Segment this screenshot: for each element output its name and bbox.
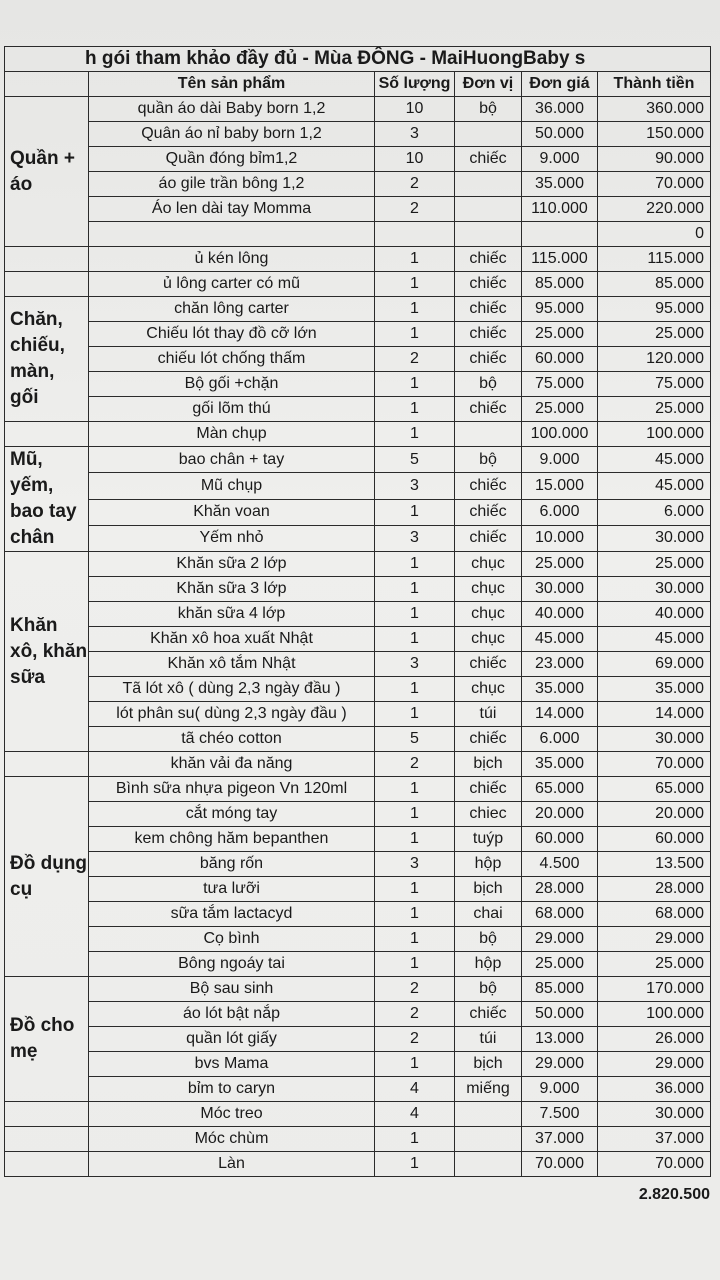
product-name-cell: kem chông hăm bepanthen xyxy=(89,827,375,852)
product-name-cell: gối lõm thú xyxy=(89,397,375,422)
quantity-cell: 1 xyxy=(375,927,455,952)
unit-price-cell: 7.500 xyxy=(522,1102,598,1127)
table-row xyxy=(5,827,711,852)
quantity-cell: 3 xyxy=(375,122,455,147)
table-row xyxy=(5,1052,711,1077)
line-total-cell: 70.000 xyxy=(598,1152,711,1177)
line-total-cell: 69.000 xyxy=(598,652,711,677)
product-name-cell: Yếm nhỏ xyxy=(89,525,375,551)
quantity-cell: 3 xyxy=(375,525,455,551)
unit-cell xyxy=(455,422,522,447)
line-total-cell: 25.000 xyxy=(598,322,711,347)
quantity-cell: 1 xyxy=(375,952,455,977)
unit-price-cell xyxy=(522,222,598,247)
category-cell: Quần + áo xyxy=(5,97,89,247)
quantity-cell: 1 xyxy=(375,627,455,652)
table-row xyxy=(5,977,711,1002)
category-cell: Đồ dụng cụ xyxy=(5,777,89,977)
header-name: Tên sản phẩm xyxy=(89,72,375,97)
unit-cell: chiếc xyxy=(455,727,522,752)
table-row xyxy=(5,702,711,727)
product-name-cell: Móc treo xyxy=(89,1102,375,1127)
product-name-cell: Khăn sữa 2 lớp xyxy=(89,552,375,577)
unit-cell: chiếc xyxy=(455,297,522,322)
quantity-cell: 2 xyxy=(375,197,455,222)
table-row xyxy=(5,499,711,525)
line-total-cell: 170.000 xyxy=(598,977,711,1002)
quantity-cell: 1 xyxy=(375,397,455,422)
unit-cell: bộ xyxy=(455,372,522,397)
product-name-cell: Bình sữa nhựa pigeon Vn 120ml xyxy=(89,777,375,802)
quantity-cell: 3 xyxy=(375,852,455,877)
line-total-cell: 360.000 xyxy=(598,97,711,122)
table-row xyxy=(5,347,711,372)
unit-cell: chiếc xyxy=(455,347,522,372)
product-name-cell: ủ lông carter có mũ xyxy=(89,272,375,297)
line-total-cell: 75.000 xyxy=(598,372,711,397)
quantity-cell: 1 xyxy=(375,297,455,322)
unit-price-cell: 9.000 xyxy=(522,1077,598,1102)
line-total-cell: 14.000 xyxy=(598,702,711,727)
unit-cell: bộ xyxy=(455,97,522,122)
header-unit: Đơn vị xyxy=(455,72,522,97)
quantity-cell: 1 xyxy=(375,1152,455,1177)
table-row xyxy=(5,247,711,272)
unit-cell: miếng xyxy=(455,1077,522,1102)
unit-cell: chục xyxy=(455,627,522,652)
category-cell: Đồ cho mẹ xyxy=(5,977,89,1102)
quantity-cell xyxy=(375,222,455,247)
line-total-cell: 70.000 xyxy=(598,752,711,777)
table-row xyxy=(5,525,711,551)
document-title: h gói tham khảo đầy đủ - Mùa ĐÔNG - MaiHuongBaby s xyxy=(5,47,711,72)
product-name-cell: chăn lông carter xyxy=(89,297,375,322)
price-list-table xyxy=(4,46,711,1177)
category-cell: Mũ, yếm, bao tay chân xyxy=(5,447,89,552)
quantity-cell: 2 xyxy=(375,1027,455,1052)
product-name-cell: tã chéo cotton xyxy=(89,727,375,752)
table-row xyxy=(5,1027,711,1052)
table-row xyxy=(5,272,711,297)
quantity-cell: 10 xyxy=(375,97,455,122)
quantity-cell: 1 xyxy=(375,902,455,927)
table-row xyxy=(5,422,711,447)
quantity-cell: 2 xyxy=(375,172,455,197)
product-name-cell: quần lót giấy xyxy=(89,1027,375,1052)
table-row xyxy=(5,727,711,752)
line-total-cell: 90.000 xyxy=(598,147,711,172)
line-total-cell: 25.000 xyxy=(598,952,711,977)
product-name-cell: Khăn xô tắm Nhật xyxy=(89,652,375,677)
table-row xyxy=(5,147,711,172)
unit-price-cell: 60.000 xyxy=(522,347,598,372)
quantity-cell: 2 xyxy=(375,752,455,777)
quantity-cell: 1 xyxy=(375,1052,455,1077)
unit-cell: túi xyxy=(455,702,522,727)
line-total-cell: 95.000 xyxy=(598,297,711,322)
line-total-cell: 30.000 xyxy=(598,525,711,551)
quantity-cell: 1 xyxy=(375,827,455,852)
product-name-cell: Cọ bình xyxy=(89,927,375,952)
line-total-cell: 45.000 xyxy=(598,627,711,652)
line-total-cell: 36.000 xyxy=(598,1077,711,1102)
quantity-cell: 2 xyxy=(375,1002,455,1027)
unit-cell: chiếc xyxy=(455,272,522,297)
product-name-cell: Áo len dài tay Momma xyxy=(89,197,375,222)
unit-price-cell: 23.000 xyxy=(522,652,598,677)
table-row xyxy=(5,1102,711,1127)
product-name-cell: lót phân su( dùng 2,3 ngày đầu ) xyxy=(89,702,375,727)
unit-price-cell: 6.000 xyxy=(522,727,598,752)
line-total-cell: 85.000 xyxy=(598,272,711,297)
unit-price-cell: 29.000 xyxy=(522,1052,598,1077)
line-total-cell: 35.000 xyxy=(598,677,711,702)
unit-cell xyxy=(455,1102,522,1127)
category-cell xyxy=(5,1102,89,1127)
unit-cell: tuýp xyxy=(455,827,522,852)
quantity-cell: 10 xyxy=(375,147,455,172)
line-total-cell: 30.000 xyxy=(598,1102,711,1127)
category-cell: Khăn xô, khăn sữa xyxy=(5,552,89,752)
line-total-cell: 26.000 xyxy=(598,1027,711,1052)
unit-cell: chiếc xyxy=(455,652,522,677)
unit-price-cell: 25.000 xyxy=(522,552,598,577)
unit-cell: chiếc xyxy=(455,525,522,551)
product-name-cell: băng rốn xyxy=(89,852,375,877)
unit-price-cell: 14.000 xyxy=(522,702,598,727)
line-total-cell: 100.000 xyxy=(598,1002,711,1027)
product-name-cell: Màn chụp xyxy=(89,422,375,447)
unit-price-cell: 100.000 xyxy=(522,422,598,447)
unit-cell xyxy=(455,222,522,247)
category-cell xyxy=(5,752,89,777)
unit-cell: bộ xyxy=(455,927,522,952)
quantity-cell: 3 xyxy=(375,473,455,499)
unit-cell: bịch xyxy=(455,877,522,902)
header-row xyxy=(5,72,711,97)
quantity-cell: 1 xyxy=(375,777,455,802)
line-total-cell: 29.000 xyxy=(598,1052,711,1077)
unit-price-cell: 15.000 xyxy=(522,473,598,499)
table-row xyxy=(5,473,711,499)
table-row xyxy=(5,122,711,147)
table-row xyxy=(5,97,711,122)
unit-cell: chục xyxy=(455,577,522,602)
unit-cell: chiếc xyxy=(455,397,522,422)
table-row xyxy=(5,877,711,902)
unit-price-cell: 110.000 xyxy=(522,197,598,222)
unit-price-cell: 28.000 xyxy=(522,877,598,902)
quantity-cell: 1 xyxy=(375,272,455,297)
quantity-cell: 1 xyxy=(375,877,455,902)
unit-price-cell: 60.000 xyxy=(522,827,598,852)
product-name-cell: khăn sữa 4 lớp xyxy=(89,602,375,627)
category-cell xyxy=(5,1127,89,1152)
grand-total: 2.820.500 xyxy=(638,1186,710,1203)
product-name-cell: áo lót bật nắp xyxy=(89,1002,375,1027)
unit-cell: túi xyxy=(455,1027,522,1052)
category-cell xyxy=(5,272,89,297)
unit-price-cell: 37.000 xyxy=(522,1127,598,1152)
table-row xyxy=(5,577,711,602)
unit-cell: chiếc xyxy=(455,247,522,272)
quantity-cell: 1 xyxy=(375,602,455,627)
category-cell: Chăn, chiếu, màn, gối xyxy=(5,297,89,422)
product-name-cell: quần áo dài Baby born 1,2 xyxy=(89,97,375,122)
unit-price-cell: 25.000 xyxy=(522,397,598,422)
line-total-cell: 0 xyxy=(598,222,711,247)
unit-price-cell: 36.000 xyxy=(522,97,598,122)
quantity-cell: 2 xyxy=(375,977,455,1002)
table-row xyxy=(5,952,711,977)
unit-price-cell: 25.000 xyxy=(522,952,598,977)
unit-cell: chiec xyxy=(455,802,522,827)
product-name-cell: khăn vải đa năng xyxy=(89,752,375,777)
unit-cell xyxy=(455,122,522,147)
product-name-cell: tưa lưỡi xyxy=(89,877,375,902)
quantity-cell: 3 xyxy=(375,652,455,677)
product-name-cell: bvs Mama xyxy=(89,1052,375,1077)
unit-cell: chục xyxy=(455,552,522,577)
table-row xyxy=(5,1002,711,1027)
header-price: Đơn giá xyxy=(522,72,598,97)
unit-cell: chục xyxy=(455,602,522,627)
table-row xyxy=(5,372,711,397)
unit-price-cell: 4.500 xyxy=(522,852,598,877)
product-name-cell: Quân áo nỉ baby born 1,2 xyxy=(89,122,375,147)
unit-price-cell: 30.000 xyxy=(522,577,598,602)
unit-price-cell: 68.000 xyxy=(522,902,598,927)
unit-price-cell: 95.000 xyxy=(522,297,598,322)
unit-price-cell: 65.000 xyxy=(522,777,598,802)
line-total-cell: 37.000 xyxy=(598,1127,711,1152)
unit-price-cell: 35.000 xyxy=(522,752,598,777)
unit-cell: chục xyxy=(455,677,522,702)
line-total-cell: 120.000 xyxy=(598,347,711,372)
unit-price-cell: 50.000 xyxy=(522,1002,598,1027)
line-total-cell: 150.000 xyxy=(598,122,711,147)
header-category xyxy=(5,72,89,97)
line-total-cell: 30.000 xyxy=(598,577,711,602)
unit-price-cell: 35.000 xyxy=(522,172,598,197)
product-name-cell: Bông ngoáy tai xyxy=(89,952,375,977)
product-name-cell: bỉm to caryn xyxy=(89,1077,375,1102)
line-total-cell: 28.000 xyxy=(598,877,711,902)
unit-cell xyxy=(455,197,522,222)
quantity-cell: 1 xyxy=(375,702,455,727)
quantity-cell: 2 xyxy=(375,347,455,372)
unit-price-cell: 25.000 xyxy=(522,322,598,347)
unit-cell: bịch xyxy=(455,752,522,777)
product-name-cell: Mũ chụp xyxy=(89,473,375,499)
product-name-cell: Móc chùm xyxy=(89,1127,375,1152)
table-row xyxy=(5,222,711,247)
product-name-cell: chiếu lót chống thấm xyxy=(89,347,375,372)
table-row xyxy=(5,447,711,473)
product-name-cell: Bộ gối +chặn xyxy=(89,372,375,397)
quantity-cell: 1 xyxy=(375,372,455,397)
quantity-cell: 4 xyxy=(375,1077,455,1102)
table-row xyxy=(5,322,711,347)
unit-cell: bộ xyxy=(455,977,522,1002)
unit-cell: chiếc xyxy=(455,147,522,172)
category-cell xyxy=(5,1152,89,1177)
unit-price-cell: 9.000 xyxy=(522,447,598,473)
quantity-cell: 1 xyxy=(375,552,455,577)
quantity-cell: 5 xyxy=(375,447,455,473)
product-name-cell: sữa tắm lactacyd xyxy=(89,902,375,927)
product-name-cell: Khăn sữa 3 lớp xyxy=(89,577,375,602)
quantity-cell: 5 xyxy=(375,727,455,752)
unit-price-cell: 40.000 xyxy=(522,602,598,627)
unit-cell: chiếc xyxy=(455,322,522,347)
table-row xyxy=(5,677,711,702)
line-total-cell: 65.000 xyxy=(598,777,711,802)
quantity-cell: 1 xyxy=(375,577,455,602)
unit-price-cell: 115.000 xyxy=(522,247,598,272)
unit-price-cell: 35.000 xyxy=(522,677,598,702)
unit-cell: chiếc xyxy=(455,777,522,802)
product-name-cell: Tã lót xô ( dùng 2,3 ngày đầu ) xyxy=(89,677,375,702)
quantity-cell: 1 xyxy=(375,322,455,347)
unit-price-cell: 10.000 xyxy=(522,525,598,551)
quantity-cell: 4 xyxy=(375,1102,455,1127)
header-qty: Số lượng xyxy=(375,72,455,97)
product-name-cell: Khăn xô hoa xuất Nhật xyxy=(89,627,375,652)
product-name-cell: Làn xyxy=(89,1152,375,1177)
table-row xyxy=(5,777,711,802)
line-total-cell: 115.000 xyxy=(598,247,711,272)
table-row xyxy=(5,627,711,652)
table-row xyxy=(5,852,711,877)
table-row xyxy=(5,1077,711,1102)
unit-cell: hộp xyxy=(455,952,522,977)
product-name-cell: ủ kén lông xyxy=(89,247,375,272)
table-row xyxy=(5,927,711,952)
table-row xyxy=(5,552,711,577)
unit-price-cell: 45.000 xyxy=(522,627,598,652)
header-total: Thành tiền xyxy=(598,72,711,97)
unit-cell: hộp xyxy=(455,852,522,877)
unit-price-cell: 85.000 xyxy=(522,977,598,1002)
quantity-cell: 1 xyxy=(375,422,455,447)
table-row xyxy=(5,602,711,627)
product-name-cell: Chiếu lót thay đồ cỡ lớn xyxy=(89,322,375,347)
unit-price-cell: 50.000 xyxy=(522,122,598,147)
line-total-cell: 25.000 xyxy=(598,552,711,577)
product-name-cell xyxy=(89,222,375,247)
table-row xyxy=(5,752,711,777)
table-row xyxy=(5,1152,711,1177)
table-row xyxy=(5,902,711,927)
line-total-cell: 30.000 xyxy=(598,727,711,752)
unit-price-cell: 13.000 xyxy=(522,1027,598,1052)
unit-cell: bịch xyxy=(455,1052,522,1077)
unit-cell: bộ xyxy=(455,447,522,473)
line-total-cell: 6.000 xyxy=(598,499,711,525)
category-cell xyxy=(5,422,89,447)
unit-cell xyxy=(455,1152,522,1177)
table-row xyxy=(5,1127,711,1152)
quantity-cell: 1 xyxy=(375,802,455,827)
line-total-cell: 60.000 xyxy=(598,827,711,852)
line-total-cell: 70.000 xyxy=(598,172,711,197)
unit-cell xyxy=(455,1127,522,1152)
unit-price-cell: 20.000 xyxy=(522,802,598,827)
product-name-cell: bao chân + tay xyxy=(89,447,375,473)
quantity-cell: 1 xyxy=(375,499,455,525)
unit-cell: chiếc xyxy=(455,473,522,499)
unit-cell xyxy=(455,172,522,197)
line-total-cell: 220.000 xyxy=(598,197,711,222)
table-row xyxy=(5,172,711,197)
unit-cell: chiếc xyxy=(455,499,522,525)
quantity-cell: 1 xyxy=(375,677,455,702)
table-row xyxy=(5,397,711,422)
line-total-cell: 45.000 xyxy=(598,447,711,473)
unit-price-cell: 85.000 xyxy=(522,272,598,297)
product-name-cell: áo gile trần bông 1,2 xyxy=(89,172,375,197)
unit-price-cell: 75.000 xyxy=(522,372,598,397)
line-total-cell: 29.000 xyxy=(598,927,711,952)
unit-price-cell: 29.000 xyxy=(522,927,598,952)
table-row xyxy=(5,297,711,322)
table-row xyxy=(5,197,711,222)
unit-price-cell: 9.000 xyxy=(522,147,598,172)
quantity-cell: 1 xyxy=(375,247,455,272)
line-total-cell: 45.000 xyxy=(598,473,711,499)
unit-price-cell: 70.000 xyxy=(522,1152,598,1177)
product-name-cell: Quần đóng bỉm1,2 xyxy=(89,147,375,172)
line-total-cell: 20.000 xyxy=(598,802,711,827)
unit-price-cell: 6.000 xyxy=(522,499,598,525)
table-row xyxy=(5,802,711,827)
product-name-cell: cắt móng tay xyxy=(89,802,375,827)
quantity-cell: 1 xyxy=(375,1127,455,1152)
unit-cell: chai xyxy=(455,902,522,927)
category-cell xyxy=(5,247,89,272)
line-total-cell: 68.000 xyxy=(598,902,711,927)
line-total-cell: 13.500 xyxy=(598,852,711,877)
line-total-cell: 25.000 xyxy=(598,397,711,422)
line-total-cell: 40.000 xyxy=(598,602,711,627)
line-total-cell: 100.000 xyxy=(598,422,711,447)
unit-cell: chiếc xyxy=(455,1002,522,1027)
product-name-cell: Khăn voan xyxy=(89,499,375,525)
product-name-cell: Bộ sau sinh xyxy=(89,977,375,1002)
table-row xyxy=(5,652,711,677)
